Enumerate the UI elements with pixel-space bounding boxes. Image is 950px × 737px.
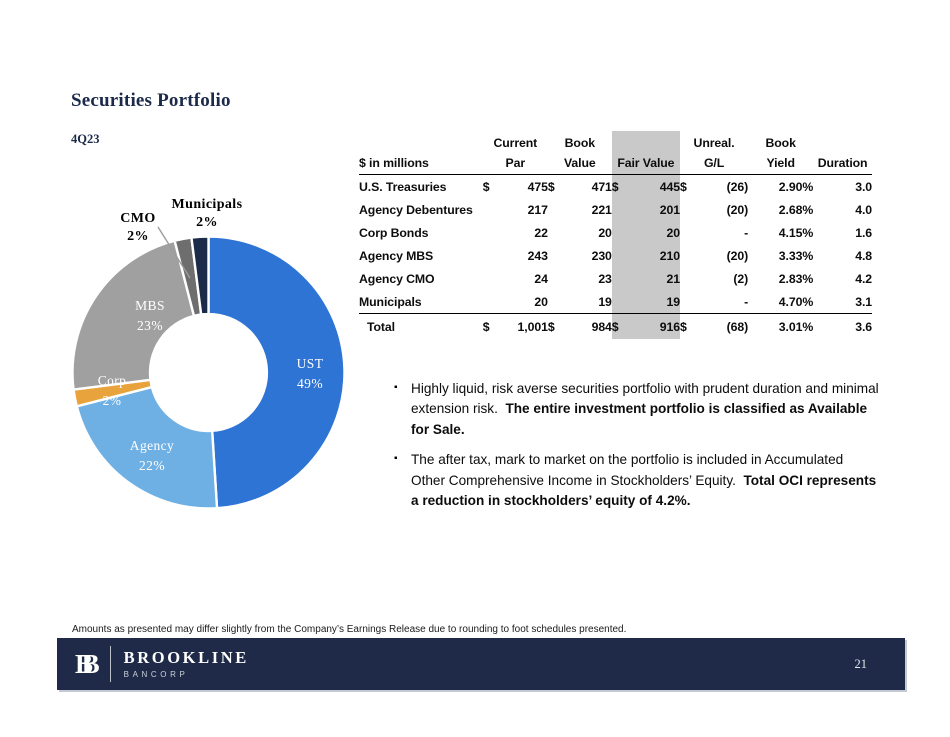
cell-duration: 4.0	[855, 202, 872, 217]
chart-label-pct: 49%	[297, 375, 323, 391]
cell-par: 217	[527, 202, 548, 217]
cell-duration: 1.6	[855, 225, 872, 240]
cell-yield: 3.33%	[778, 248, 814, 263]
chart-label-name: Corp	[97, 373, 127, 388]
donut-slice-ust	[209, 237, 345, 509]
cell-duration: 4.8	[855, 248, 872, 263]
page-number: 21	[854, 656, 867, 671]
cell-yield: 2.83%	[778, 271, 814, 286]
cell-par: 1,001	[500, 314, 548, 340]
bullet-item	[394, 450, 880, 511]
table-row	[359, 267, 872, 290]
group-header-current: Current	[493, 136, 538, 150]
cell-book: 471	[591, 179, 612, 194]
portfolio-donut-chart	[55, 190, 355, 520]
table-group-header-row	[359, 131, 872, 150]
chart-label-pct: 2%	[127, 229, 149, 245]
cell-duration: 4.2	[855, 271, 872, 286]
cell-duration: 3.6	[813, 314, 872, 340]
cell-par: 243	[527, 248, 548, 263]
cell-gl_sign	[680, 267, 697, 290]
cell-fair: 201	[629, 198, 680, 221]
cell-gl: -	[744, 225, 749, 240]
col-header-yield: Yield	[748, 150, 813, 175]
logo-monogram: BB	[75, 648, 89, 679]
cell-par: 22	[534, 225, 548, 240]
cell-book_sign	[548, 198, 564, 221]
table-total-row	[359, 314, 872, 340]
chart-label-agency	[130, 436, 174, 475]
chart-label-name: MBS	[135, 298, 165, 313]
cell-par: 475	[527, 179, 548, 194]
cell-yield: 2.90%	[778, 179, 814, 194]
cell-gl_sign: $	[680, 314, 697, 340]
chart-label-name: Agency	[129, 438, 175, 453]
chart-label-ust	[297, 354, 324, 393]
table-row	[359, 175, 872, 199]
cell-fair: 21	[629, 267, 680, 290]
chart-label-name: CMO	[120, 211, 156, 226]
cell-label: Total	[359, 314, 483, 340]
table-row	[359, 198, 872, 221]
cell-label: Municipals	[359, 294, 422, 309]
logo-name: BROOKLINE	[123, 648, 249, 668]
cell-fair: 916	[629, 314, 680, 340]
chart-label-pct: 2%	[102, 392, 122, 408]
quarter-label: 4Q23	[71, 132, 100, 146]
cell-gl_sign	[680, 290, 697, 314]
cell-par_sign: $	[482, 179, 490, 194]
chart-label-pct: 23%	[137, 317, 163, 333]
cell-fair_sign	[612, 221, 629, 244]
securities-table	[359, 131, 872, 339]
cell-gl: (2)	[733, 271, 749, 286]
chart-label-name: Municipals	[171, 197, 243, 212]
cell-fair_sign: $	[612, 314, 629, 340]
chart-label-name: UST	[296, 356, 324, 371]
chart-label-pct: 22%	[139, 457, 165, 473]
group-header-book-yield: Book	[765, 136, 796, 150]
cell-yield: 4.70%	[778, 294, 814, 309]
chart-label-corp	[98, 371, 127, 410]
col-header-par: Par	[483, 150, 548, 175]
cell-book_sign	[548, 221, 564, 244]
cell-fair_sign: $	[612, 175, 629, 199]
cell-par_sign: $	[483, 314, 500, 340]
cell-book: 19	[598, 294, 612, 309]
units-label: $ in millions	[359, 150, 483, 175]
cell-book_sign: $	[548, 314, 564, 340]
cell-gl: (68)	[697, 314, 748, 340]
cell-fair: 445	[629, 175, 680, 199]
cell-par: 24	[534, 271, 548, 286]
cell-par_sign	[483, 267, 500, 290]
group-header-unreal: Unreal.	[693, 136, 735, 150]
bullet-list	[394, 379, 880, 521]
bullet-marker-icon: ▪	[394, 453, 398, 465]
brookline-logo	[75, 646, 249, 682]
cell-label: Agency Debentures	[359, 202, 473, 217]
logo-divider	[110, 646, 111, 682]
cell-yield: 3.01%	[748, 314, 813, 340]
bullet-text: Highly liquid, risk averse securities portfolio with prudent duration and minimal extension risk.	[411, 381, 879, 417]
footer-bar	[57, 638, 905, 690]
bullet-text-bold: The entire investment portfolio is classified as Available for Sale.	[411, 401, 868, 437]
cell-gl: (26)	[726, 179, 749, 194]
cell-yield: 4.15%	[778, 225, 814, 240]
cell-label: Agency MBS	[359, 248, 434, 263]
cell-gl: -	[744, 294, 749, 309]
bullet-marker-icon: ▪	[394, 382, 398, 393]
cell-yield: 2.68%	[778, 202, 814, 217]
cell-book_sign	[548, 244, 564, 267]
cell-gl_sign	[680, 198, 697, 221]
cell-label: U.S. Treasuries	[359, 179, 447, 194]
cell-par_sign	[483, 244, 500, 267]
cell-fair: 19	[629, 290, 680, 314]
cell-gl: (20)	[726, 248, 749, 263]
cell-duration: 3.1	[855, 294, 872, 309]
col-header-duration: Duration	[813, 150, 872, 175]
cell-book: 230	[591, 248, 612, 263]
cell-book_sign	[548, 267, 564, 290]
cell-book: 23	[598, 271, 612, 286]
cell-fair_sign	[612, 198, 629, 221]
bullet-text: The after tax, mark to market on the portfolio is included in Accumulated Other Comprehensive Income in Stockholders’ Equity.	[411, 452, 844, 488]
donut-slice-mbs	[72, 241, 193, 390]
cell-fair: 20	[629, 221, 680, 244]
cell-gl_sign	[680, 244, 697, 267]
cell-gl_sign: $	[679, 179, 687, 194]
chart-label-cmo	[120, 210, 155, 246]
cell-par: 20	[534, 294, 548, 309]
logo-subname: BANCORP	[123, 669, 189, 679]
col-header-fair-value: Fair Value	[612, 150, 680, 175]
cell-label: Corp Bonds	[359, 225, 429, 240]
table-row	[359, 244, 872, 267]
chart-label-municipals	[172, 196, 243, 232]
page-title: Securities Portfolio	[71, 90, 231, 111]
table-row	[359, 221, 872, 244]
disclaimer-text: Amounts as presented may differ slightly from the Company’s Earnings Release due to rounding to foot schedules presented.	[72, 624, 627, 635]
chart-label-mbs	[135, 296, 165, 335]
table-header-row	[359, 150, 872, 175]
cell-par_sign	[483, 290, 500, 314]
group-header-book: Book	[564, 136, 595, 150]
cell-book_sign	[548, 290, 564, 314]
cell-label: Agency CMO	[359, 271, 435, 286]
cell-par_sign	[483, 198, 500, 221]
cell-book: 20	[598, 225, 612, 240]
cell-fair: 210	[629, 244, 680, 267]
cell-book: 984	[564, 314, 612, 340]
col-header-value: Value	[548, 150, 612, 175]
table-row	[359, 290, 872, 314]
cell-gl_sign	[680, 221, 697, 244]
cell-duration: 3.0	[855, 179, 872, 194]
cell-par_sign	[483, 221, 500, 244]
chart-label-pct: 2%	[196, 215, 218, 231]
cell-book_sign: $	[547, 179, 555, 194]
bullet-text-bold: Total OCI represents a reduction in stockholders’ equity of 4.2%.	[411, 472, 877, 508]
cell-gl: (20)	[726, 202, 749, 217]
cell-fair_sign	[612, 267, 629, 290]
cell-fair_sign	[612, 244, 629, 267]
cell-fair_sign	[612, 290, 629, 314]
col-header-gl: G/L	[680, 150, 748, 175]
cell-book: 221	[591, 202, 612, 217]
bullet-item	[394, 379, 880, 440]
